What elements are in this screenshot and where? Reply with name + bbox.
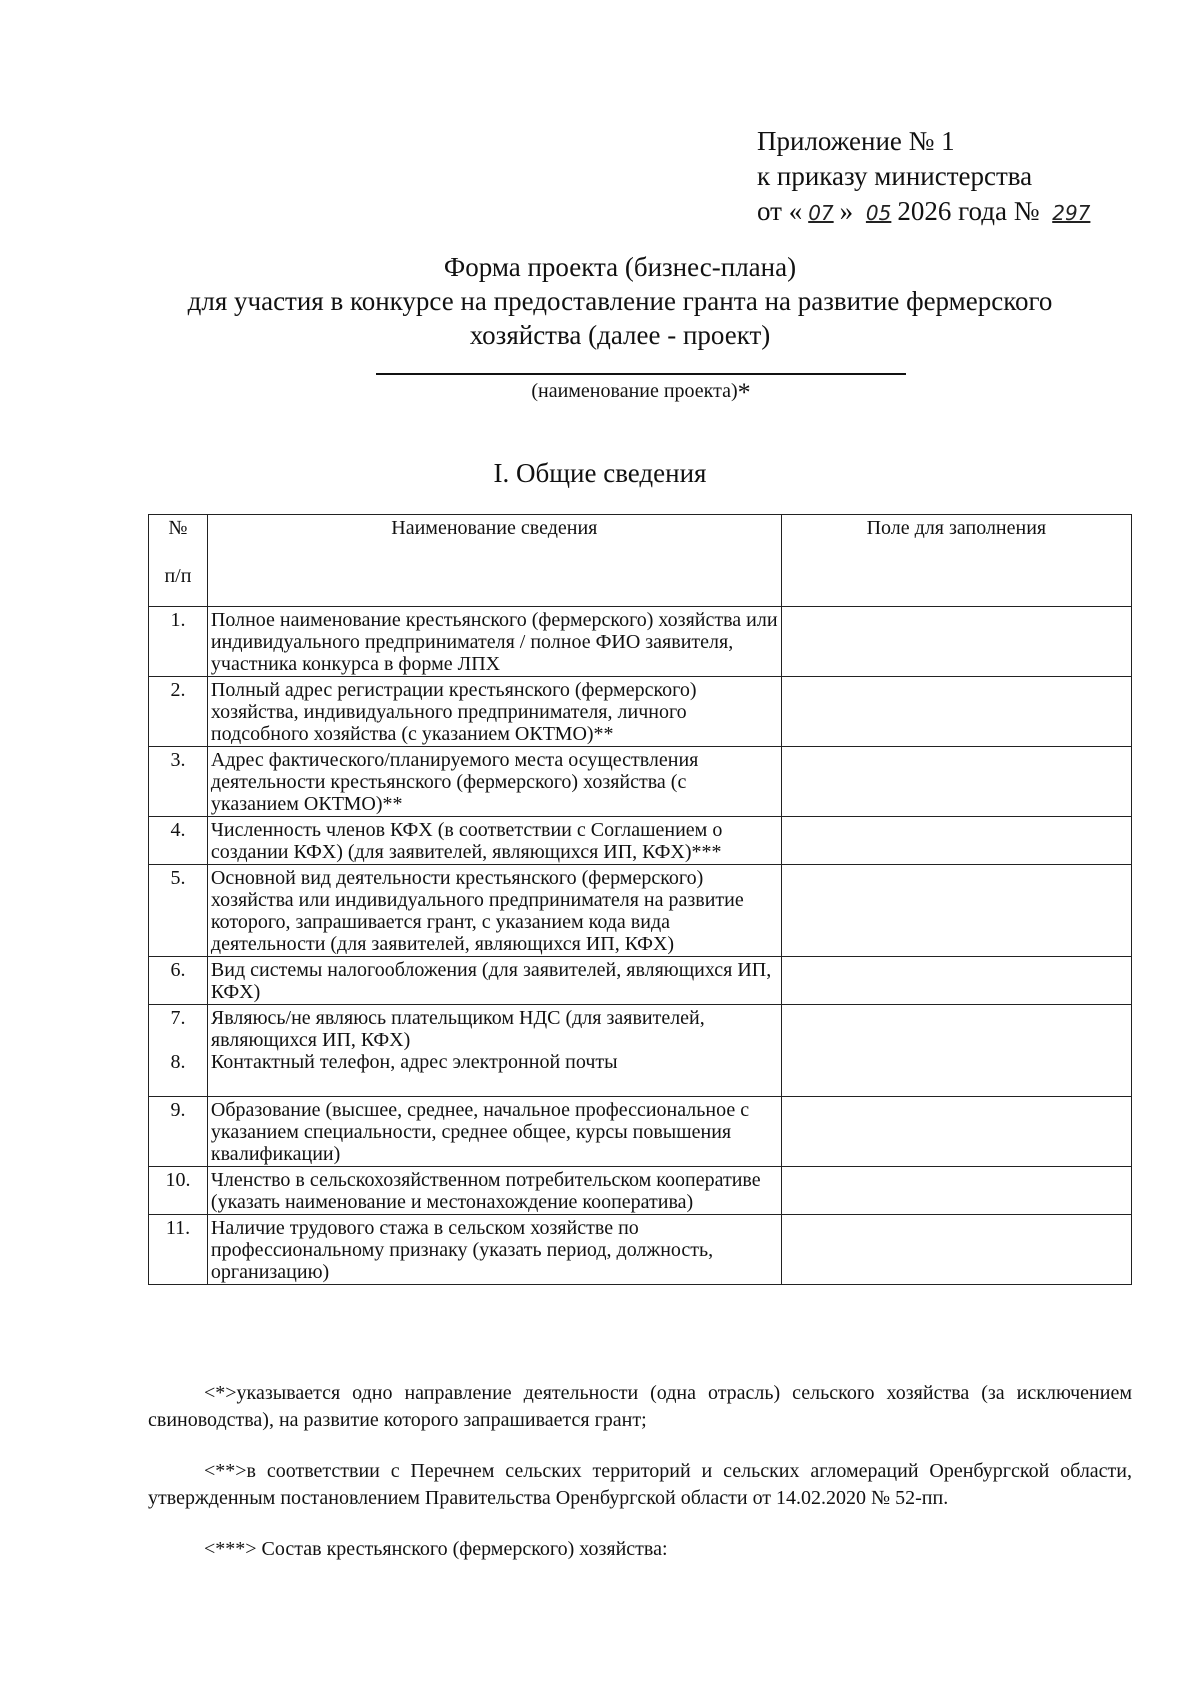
footnote-2: <**>в соответствии с Перечнем сельских территорий и сельских агломераций Оренбургской области, утвержденным постановлением Правительства Оренбургской области от 14.02.2020 № 52-пп.	[148, 1460, 1132, 1509]
handwritten-day: 07	[808, 201, 834, 225]
row-num-8: 8.	[170, 1051, 186, 1073]
header-name: Наименование сведения	[207, 515, 781, 607]
section-title: I. Общие сведения	[493, 458, 707, 488]
title-line-3: хозяйства (далее - проект)	[469, 320, 771, 350]
caption-text: (наименование проекта)	[531, 380, 738, 402]
row-label: Образование (высшее, среднее, начальное профессиональное с указанием специальности, среднее общее, курсы повышения квалификации)	[207, 1097, 781, 1167]
general-info-table	[148, 514, 1132, 1285]
handwritten-number: 297	[1052, 201, 1091, 225]
fill-field[interactable]	[781, 1215, 1131, 1285]
footnote-1: <*>указывается одно направление деятельности (одна отрасль) сельского хозяйства (за исключением свиноводства), на развитие которого запрашивается грант;	[148, 1382, 1132, 1431]
row-label-8: Контактный телефон, адрес электронной почты	[210, 1051, 618, 1073]
table-row	[149, 607, 1132, 677]
title-line-2: для участия в конкурсе на предоставление гранта на развитие фермерского	[187, 286, 1053, 316]
table-row	[149, 817, 1132, 865]
appendix-header	[757, 124, 1096, 231]
row-label: Членство в сельскохозяйственном потребительском кооперативе (указать наименование и местонахождение кооператива)	[207, 1167, 781, 1215]
row-label: Адрес фактического/планируемого места осуществления деятельности крестьянского (фермерского) хозяйства (с указанием ОКТМО)**	[207, 747, 781, 817]
appendix-date-line	[757, 194, 1096, 231]
fill-field[interactable]	[781, 747, 1131, 817]
row-num: 11.	[149, 1215, 208, 1285]
year-text: 2026 года №	[897, 196, 1040, 226]
header-num	[149, 515, 208, 607]
appendix-title: Приложение № 1	[757, 126, 955, 156]
row-num: 9.	[149, 1097, 208, 1167]
footnotes	[148, 1380, 1132, 1587]
row-label: Вид системы налогообложения (для заявителей, являющихся ИП, КФХ)	[207, 957, 781, 1005]
row-num	[149, 1005, 208, 1097]
fill-field[interactable]	[781, 865, 1131, 957]
row-label	[207, 1005, 781, 1097]
table-header-row	[149, 515, 1132, 607]
fill-field[interactable]	[781, 1167, 1131, 1215]
caption-asterisk: *	[737, 378, 751, 407]
fill-field[interactable]	[781, 677, 1131, 747]
row-num: 2.	[149, 677, 208, 747]
table-row	[149, 1167, 1132, 1215]
table-row	[149, 1005, 1132, 1097]
fill-field[interactable]	[781, 957, 1131, 1005]
row-num: 3.	[149, 747, 208, 817]
table-row	[149, 747, 1132, 817]
row-label: Полное наименование крестьянского (фермерского) хозяйства или индивидуального предпринимателя / полное ФИО заявителя, участника конкурса в форме ЛПХ	[207, 607, 781, 677]
header-field: Поле для заполнения	[781, 515, 1131, 607]
row-num: 6.	[149, 957, 208, 1005]
table-row	[149, 1215, 1132, 1285]
table-row	[149, 677, 1132, 747]
row-label-7: Являюсь/не являюсь плательщиком НДС (для заявителей, являющихся ИП, КФХ)	[210, 1007, 705, 1051]
project-name-blank-line	[376, 373, 906, 375]
fill-field[interactable]	[781, 1097, 1131, 1167]
appendix-order-ref: к приказу министерства	[757, 161, 1033, 191]
table-row	[149, 1097, 1132, 1167]
fill-field[interactable]	[781, 817, 1131, 865]
fill-field[interactable]	[781, 607, 1131, 677]
row-label: Полный адрес регистрации крестьянского (фермерского) хозяйства, индивидуального предпринимателя, личного подсобного хозяйства (с указанием ОКТМО)**	[207, 677, 781, 747]
date-mid: »	[839, 196, 854, 226]
row-label: Наличие трудового стажа в сельском хозяйстве по профессиональному признаку (указать период, должность, организацию)	[207, 1215, 781, 1285]
table-row	[149, 865, 1132, 957]
table-row	[149, 957, 1132, 1005]
row-num-7: 7.	[170, 1007, 186, 1029]
row-num: 1.	[149, 607, 208, 677]
header-num-top: №	[168, 517, 188, 539]
row-label: Основной вид деятельности крестьянского (фермерского) хозяйства или индивидуального предпринимателя на развитие которого, запрашивается грант, с указанием кода вида деятельности (для заявителей, являющихся ИП, КФХ)	[207, 865, 781, 957]
date-prefix: от «	[757, 196, 803, 226]
header-num-bottom: п/п	[164, 565, 192, 587]
document-title	[150, 250, 1090, 352]
row-num: 4.	[149, 817, 208, 865]
row-label: Численность членов КФХ (в соответствии с Соглашением о создании КФХ) (для заявителей, являющихся ИП, КФХ)***	[207, 817, 781, 865]
footnote-3: <***> Состав крестьянского (фермерского) хозяйства:	[204, 1538, 668, 1560]
fill-field[interactable]	[781, 1005, 1131, 1097]
row-num: 5.	[149, 865, 208, 957]
title-line-1: Форма проекта (бизнес-плана)	[443, 252, 797, 282]
project-name-caption	[376, 378, 906, 408]
handwritten-month: 05	[865, 201, 892, 225]
row-num: 10.	[149, 1167, 208, 1215]
